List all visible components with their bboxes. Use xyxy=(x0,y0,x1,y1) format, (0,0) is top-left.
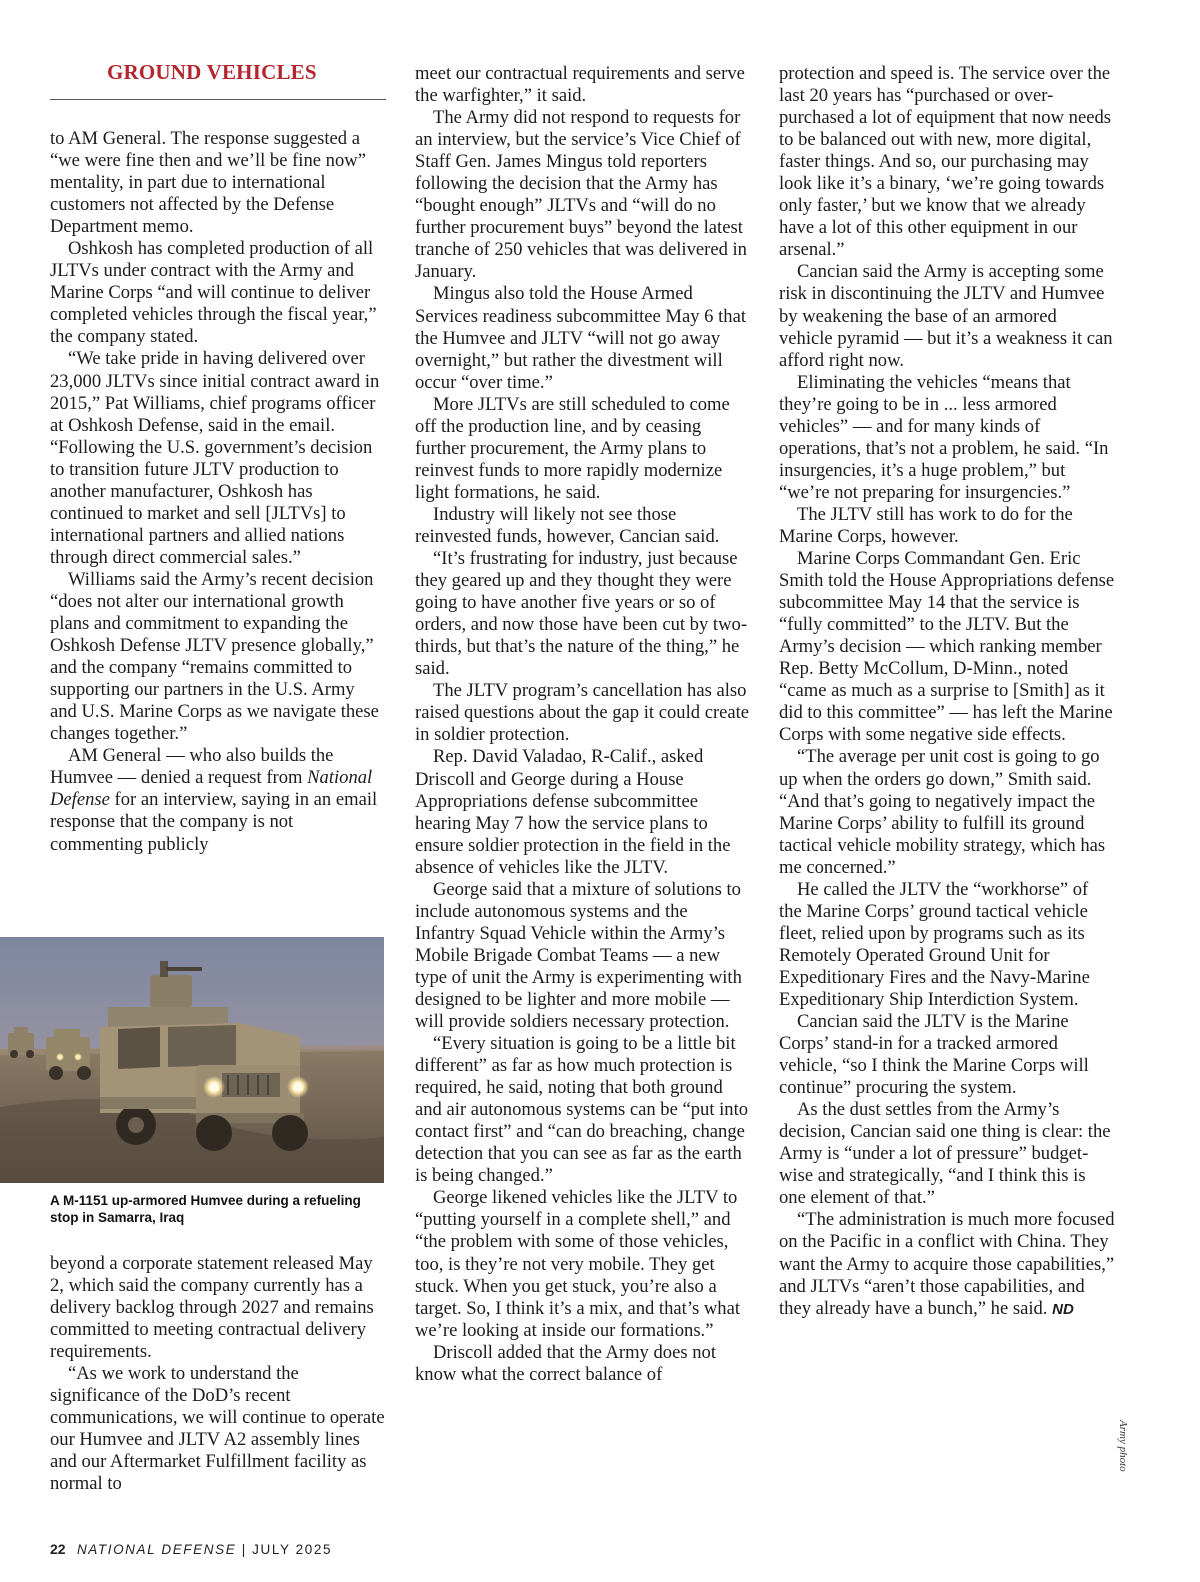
paragraph: More JLTVs are still scheduled to come off the production line, and by ceasing further procurement, the Army plans to reinvest funds to more rapidly modernize light formations, he said. xyxy=(415,393,730,503)
paragraph: to AM General. The response suggested a “we were fine then and we’ll be fine now” mentality, in part due to international customers not affected by the Defense Department memo. xyxy=(50,128,366,238)
paragraph: Williams said the Army’s recent decision “does not alter our international growth plans and commitment to expanding the Oshkosh Defense JLTV presence globally,” and the company “remains committed to supporting our partners in the U.S. Army and U.S. Marine Corps as we navigate these changes together.” xyxy=(50,568,379,745)
paragraph xyxy=(50,745,386,855)
paragraph: He called the JLTV the “workhorse” of the Marine Corps’ ground tactical vehicle fleet, relied upon by programs such as its Remotely Operated Ground Unit for Expeditionary Fires and the Navy-Marine Expeditionary Ship Interdiction System. xyxy=(779,878,1090,1010)
paragraph: The Army did not respond to requests for an interview, but the service’s Vice Chief of Staff Gen. James Mingus told reporters following the decision that the Army has “bought enough” JLTVs and “will do no further procurement buys” beyond the latest tranche of 250 vehicles that was delivered in January. xyxy=(415,107,747,283)
article-column-1-bottom xyxy=(50,1253,386,1496)
paragraph: Cancian said the JLTV is the Marine Corps’ stand-in for a tracked armored vehicle, “so I think the Marine Corps will continue” procuring the system. xyxy=(779,1011,1089,1099)
paragraph-text: AM General — who also builds the Humvee — denied a request from xyxy=(50,745,334,789)
paragraph: “As we work to understand the significance of the DoD’s recent communications, we will continue to operate our Humvee and JLTV A2 assembly lines and our Aftermarket Fulfillment facility as normal to xyxy=(50,1363,385,1495)
article-column-1-top xyxy=(50,128,386,856)
paragraph: Eliminating the vehicles “means that they’re going to be in ... less armored vehicles” — and for many kinds of operations, that’s not a problem, he said. “In insurgencies, it’s a huge problem,” but “we’re not preparing for insurgencies.” xyxy=(779,371,1109,503)
paragraph: beyond a corporate statement released May 2, which said the company currently has a delivery backlog through 2027 and remains committed to meeting contractual delivery requirements. xyxy=(50,1253,374,1363)
paragraph: Industry will likely not see those reinvested funds, however, Cancian said. xyxy=(415,503,720,547)
paragraph: “It’s frustrating for industry, just because they geared up and they thought they were going to have another five years or so of orders, and now those have been cut by two-thirds, but that’s the nature of the thing,” he said. xyxy=(415,548,748,680)
paragraph: George likened vehicles like the JLTV to “putting yourself in a complete shell,” and “the problem with some of those vehicles, too, is they’re not very mobile. They get stuck. When you get stuck, you’re also a target. So, I think it’s a mix, and that’s what we’re looking at inside our formations.” xyxy=(415,1187,741,1341)
paragraph: Driscoll added that the Army does not know what the correct balance of xyxy=(415,1341,716,1385)
paragraph: protection and speed is. The service over the last 20 years has “purchased or over-purchased a lot of equipment that now needs to be balanced out with new, more digital, faster things. And so, our purchasing may look like it’s a binary, ‘we’re going towards only faster,’ but we know that we already have a lot of this other equipment in our arsenal.” xyxy=(779,63,1112,261)
paragraph: meet our contractual requirements and serve the warfighter,” it said. xyxy=(415,63,745,107)
paragraph: “The average per unit cost is going to go up when the orders go down,” Smith said. “And that’s going to negatively impact the Marine Corps’ ability to fulfill its ground tactical vehicle mobility strategy, which has me concerned.” xyxy=(779,746,1106,878)
magazine-name: NATIONAL DEFENSE xyxy=(76,1542,237,1557)
section-divider xyxy=(50,99,386,100)
photo-credit: Army photo xyxy=(1117,1420,1129,1472)
paragraph: Rep. David Valadao, R-Calif., asked Driscoll and George during a House Appropriations defense subcommittee hearing May 7 how the service plans to ensure soldier protection in the field in the absence of vehicles like the JLTV. xyxy=(415,746,731,878)
paragraph: The JLTV program’s cancellation has also raised questions about the gap it could create in soldier protection. xyxy=(415,680,750,746)
paragraph: “We take pride in having delivered over 23,000 JLTVs since initial contract award in 2015,” Pat Williams, chief programs officer at Oshkosh Defense, said in the email. “Following the U.S. government’s decision to transition future JLTV production to another manufacturer, Oshkosh has continued to market and sell [JLTVs] to international partners and allied nations through direct commercial sales.” xyxy=(50,348,380,568)
paragraph: Marine Corps Commandant Gen. Eric Smith told the House Appropriations defense subcommittee May 14 that the service is “fully committed” to the JLTV. But the Army’s decision — which ranking member Rep. Betty McCollum, D-Minn., noted “came as much as a surprise to [Smith] as it did to this committee” — has left the Marine Corps with some negative side effects. xyxy=(779,548,1115,746)
paragraph: Oshkosh has completed production of all JLTVs under contract with the Army and Marine Corps “and will continue to deliver completed vehicles through the fiscal year,” the company stated. xyxy=(50,238,377,348)
paragraph: George said that a mixture of solutions to include autonomous systems and the Infantry Squad Vehicle within the Army’s Mobile Brigade Combat Teams — a new type of unit the Army is experimenting with designed to be lighter and more mobile — will provide soldiers necessary protection. xyxy=(415,878,742,1033)
paragraph: Cancian said the Army is accepting some risk in discontinuing the JLTV and Humvee by weakening the base of an armored vehicle pyramid — but it’s a weakness it can afford right now. xyxy=(779,261,1113,371)
section-label: GROUND VEHICLES xyxy=(107,60,317,84)
humvee-photo xyxy=(0,937,384,1183)
article-column-2 xyxy=(415,63,751,1386)
paragraph-text: “The administration is much more focused on the Pacific in a conflict with China. They want the Army to acquire those capabilities,” and JLTVs “aren’t those capabilities, and they already have a bunch,” he said. xyxy=(779,1209,1115,1319)
paragraph: “Every situation is going to be a little bit different” as far as how much protection is required, he said, noting that both ground and air autonomous systems can be “put into contact first” and “can do breaching, change detection that you can see as far as the earth is being changed.” xyxy=(415,1033,749,1187)
paragraph: The JLTV still has work to do for the Marine Corps, however. xyxy=(779,503,1073,547)
page-number: 22 xyxy=(50,1541,66,1557)
paragraph xyxy=(779,1209,1115,1320)
footer-separator: | xyxy=(241,1542,247,1557)
page-footer xyxy=(50,1541,332,1561)
article-column-3 xyxy=(779,63,1115,1321)
paragraph: As the dust settles from the Army’s decision, Cancian said one thing is clear: the Army is “under a lot of pressure” budget-wise and strategically, “and I think this is one element of that.” xyxy=(779,1099,1111,1209)
publication-name: National Defense xyxy=(50,767,373,811)
paragraph-text: for an interview, saying in an email response that the company is not commenting publicly xyxy=(50,789,378,855)
paragraph: Mingus also told the House Armed Services readiness subcommittee May 6 that the Humvee and JLTV “will not go away overnight,” but rather the divestment will occur “over time.” xyxy=(415,283,746,393)
issue-date: JULY 2025 xyxy=(252,1542,333,1557)
end-mark: ND xyxy=(1052,1300,1074,1318)
photo-caption: A M-1151 up-armored Humvee during a refueling stop in Samarra, Iraq xyxy=(50,1193,361,1225)
